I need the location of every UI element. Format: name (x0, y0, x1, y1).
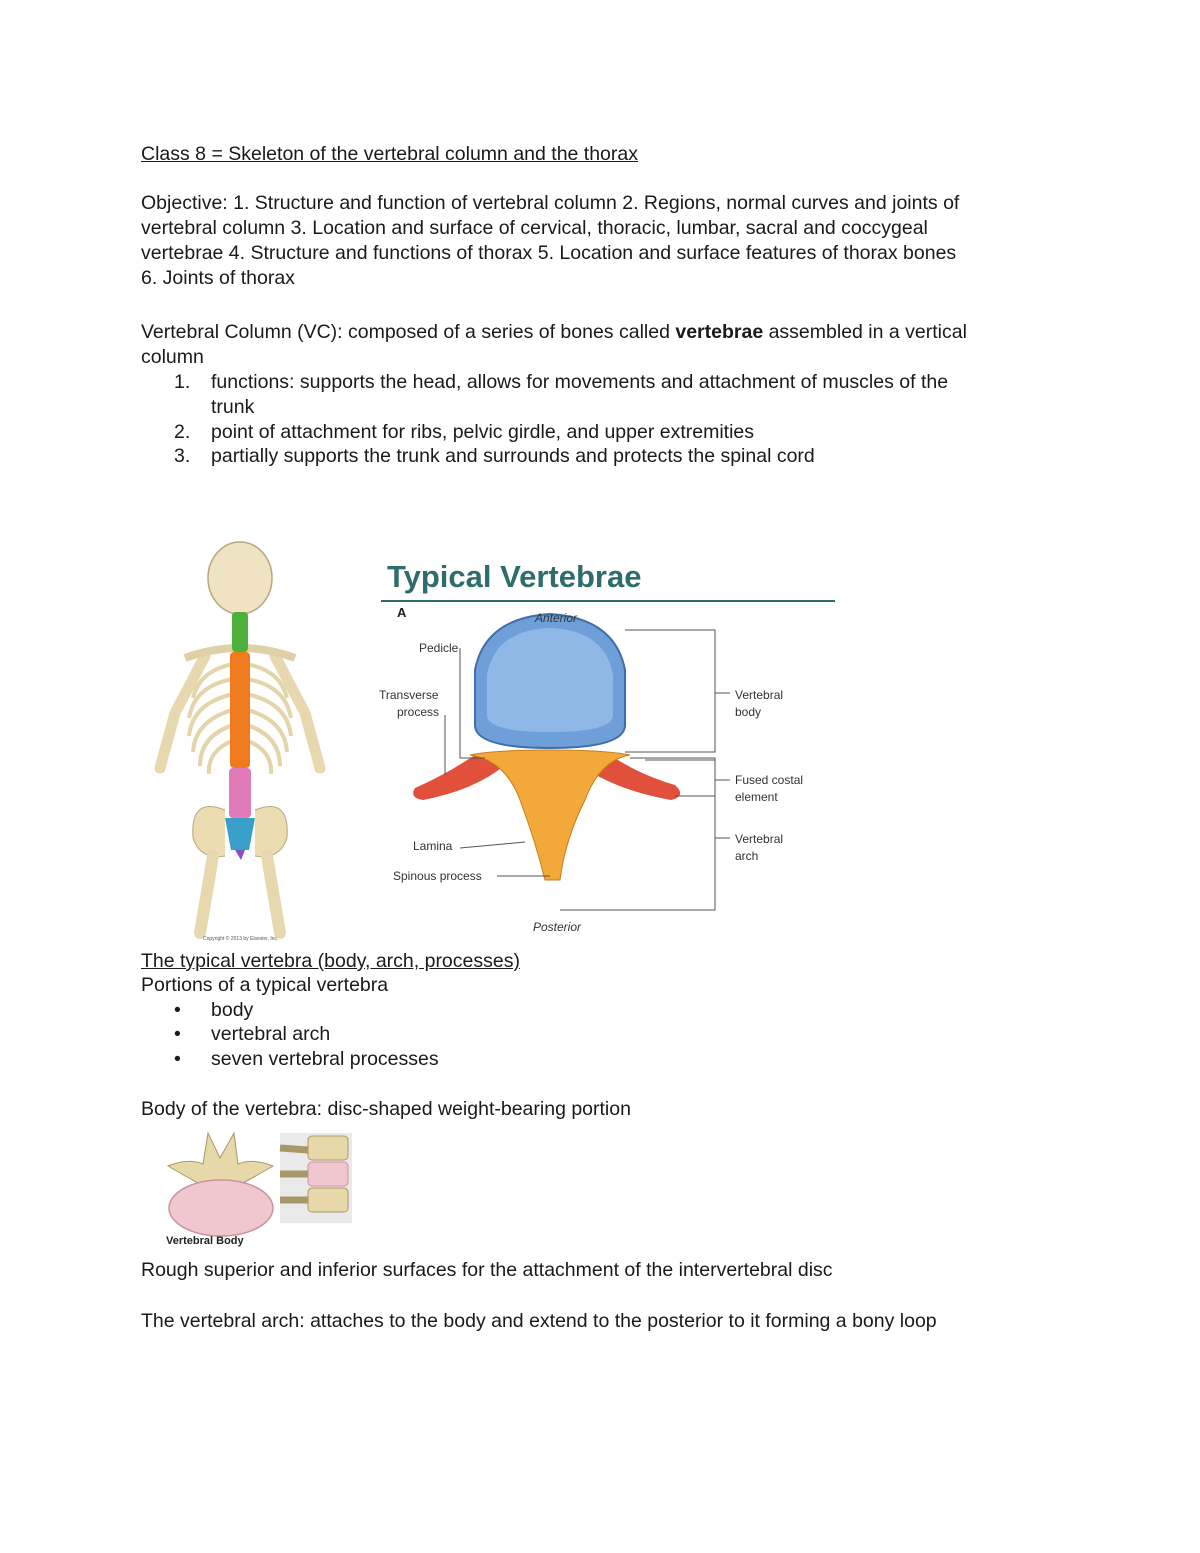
portion-item-1: body (211, 999, 254, 1021)
vc-list-number-2: 2. (174, 421, 191, 443)
vc-list-item-1-line-1: functions: supports the head, allows for movements and attachment of muscles of the (211, 371, 949, 393)
label-varch-1: Vertebral (735, 832, 784, 846)
vc-intro (141, 320, 967, 345)
label-transverse-2: process (397, 705, 440, 719)
label-spinous: Spinous process (393, 869, 482, 883)
objective-line-4: 6. Joints of thorax (141, 267, 295, 289)
right-hip (255, 807, 287, 857)
vc-intro-before: Vertebral Column (VC): composed of a series of bones called (141, 321, 676, 343)
right-femur (267, 856, 280, 933)
left-femur (200, 856, 213, 933)
lumbar-vertebrae (229, 768, 251, 818)
portions-intro: Portions of a typical vertebra (141, 974, 389, 996)
side-vertebra-highlight (308, 1162, 348, 1186)
vc-intro-line2: column (141, 346, 204, 368)
panel-letter: A (397, 605, 407, 620)
vc-list-item-3: partially supports the trunk and surrounds and protects the spinal cord (211, 445, 815, 467)
vc-list-number-1: 1. (174, 371, 191, 393)
rough-text: Rough superior and inferior surfaces for the attachment of the intervertebral disc (141, 1259, 833, 1281)
label-pedicle: Pedicle (419, 641, 459, 655)
label-costal-2: element (735, 790, 778, 804)
vertebral-body-inner (487, 628, 613, 732)
vertebral-body-figure (148, 1128, 358, 1248)
label-lamina: Lamina (413, 839, 453, 853)
body-text: Body of the vertebra: disc-shaped weight-bearing portion (141, 1098, 631, 1120)
vc-intro-after: assembled in a vertical (763, 321, 967, 343)
bullet-2: • (174, 1023, 181, 1045)
cervical-vertebrae (232, 612, 248, 652)
vc-list-item-2: point of attachment for ribs, pelvic girdle, and upper extremities (211, 421, 755, 443)
vc-intro-bold: vertebrae (675, 321, 764, 343)
objective-line-2: vertebral column 3. Location and surface of cervical, thoracic, lumbar, sacral and coccygeal (141, 217, 928, 239)
label-vbody-2: body (735, 705, 762, 719)
bullet-1: • (174, 999, 181, 1021)
side-vertebra-3 (308, 1188, 348, 1212)
vc-list-item-1-line-2: trunk (211, 396, 255, 418)
label-anterior: Anterior (535, 611, 578, 625)
vertebral-body-caption: Vertebral Body (166, 1235, 244, 1247)
skeleton-copyright: Copyright © 2013 by Elsevier, Inc. (203, 936, 279, 942)
vertebra-top-view (168, 1133, 273, 1183)
label-posterior: Posterior (533, 920, 582, 934)
portion-item-3: seven vertebral processes (211, 1048, 439, 1070)
page-title: Class 8 = Skeleton of the vertebral column and the thorax (141, 143, 638, 165)
objective-line-3: vertebrae 4. Structure and functions of thorax 5. Location and surface features of thorax bones (141, 242, 957, 264)
typical-vertebra-figure (375, 550, 835, 940)
sacrum (225, 818, 255, 850)
side-vertebra-1 (308, 1136, 348, 1160)
vertebra-figure-title: Typical Vertebrae (387, 559, 642, 594)
skeleton-figure (145, 538, 335, 946)
label-vbody-1: Vertebral (735, 688, 784, 702)
bullet-3: • (174, 1048, 181, 1070)
label-varch-2: arch (735, 849, 759, 863)
thoracic-vertebrae (230, 652, 250, 768)
label-costal-1: Fused costal (735, 773, 804, 787)
portion-item-2: vertebral arch (211, 1023, 331, 1045)
typical-heading: The typical vertebra (body, arch, processes) (141, 950, 520, 972)
left-hip (193, 807, 225, 857)
vertebral-body-disc (169, 1180, 273, 1236)
label-transverse-1: Transverse (379, 688, 439, 702)
objective-line-1: Objective: 1. Structure and function of vertebral column 2. Regions, normal curves and joints of (141, 192, 960, 214)
arch-text: The vertebral arch: attaches to the body and extend to the posterior to it forming a bony loop (141, 1310, 937, 1332)
skull (208, 542, 272, 614)
coccyx (235, 850, 245, 860)
vc-list-number-3: 3. (174, 445, 191, 467)
